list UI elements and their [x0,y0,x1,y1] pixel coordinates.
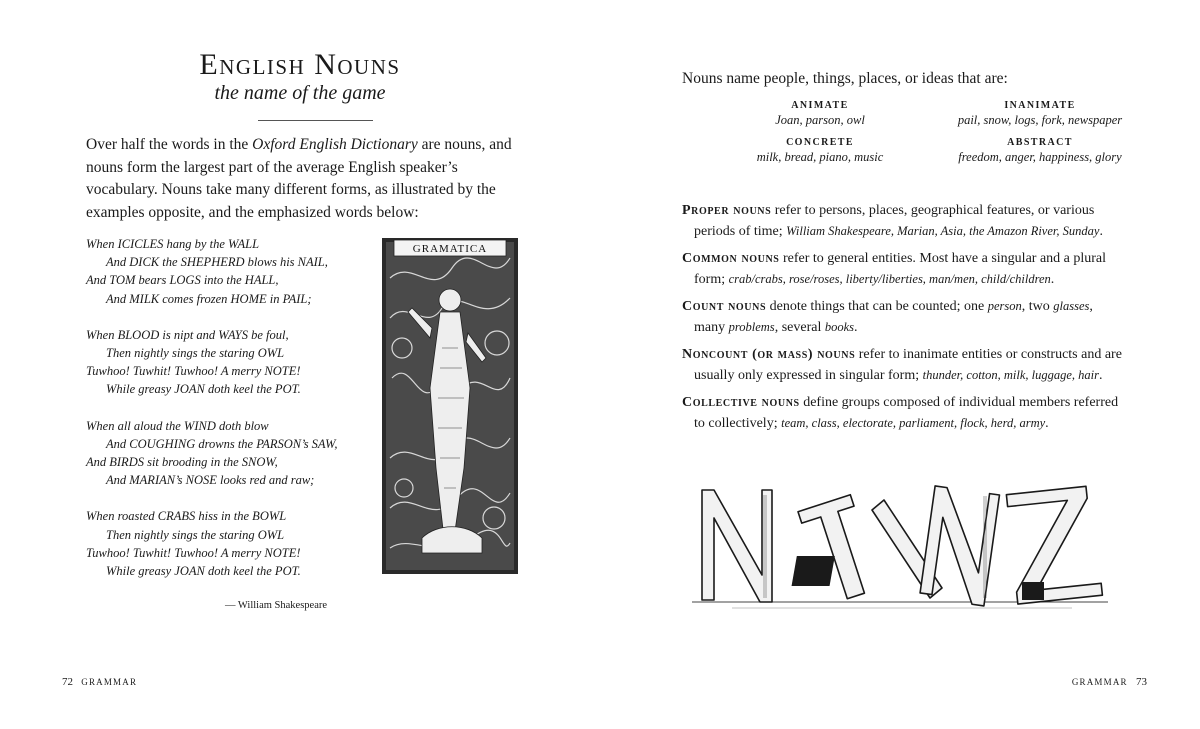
definition-examples: thunder, cotton, milk, luggage, hair [922,368,1100,382]
running-head: GRAMMAR [81,677,138,687]
poem-line: Tuwhoo! Tuwhit! Tuwhoo! A merry NOTE! [86,545,301,560]
definition-end: . [854,320,858,335]
right-page [600,0,1200,729]
poem-line: When ICICLES hang by the WALL [86,237,260,251]
definition-end: . [1099,368,1103,383]
definition-term: Count nouns [682,299,767,314]
definition-text: define groups composed of individual members referred to collectively; [694,395,1119,431]
folio-right [1072,676,1147,688]
noun-type-examples: milk, bread, piano, music [756,150,884,164]
poem-line: And COUGHING drowns the PARSON’s SAW, [106,436,338,451]
poem-line: When BLOOD is nipt and WAYS be foul, [86,327,289,342]
poem-line: While greasy JOAN doth keel the POT. [106,382,301,397]
noun-type-heading: INANIMATE [1004,100,1076,111]
intro-paragraph [86,134,526,224]
definition-noncount-nouns [682,344,1122,386]
noun-type-cell [710,137,930,165]
poem-line: When roasted CRABS hiss in the BOWL [86,509,287,524]
running-head: GRAMMAR [1071,677,1128,687]
definitions-list [682,200,1122,440]
poem-line: And MILK comes frozen HOME in PAIL; [106,291,312,306]
definition-examples: books [824,320,855,334]
noun-type-heading: CONCRETE [786,137,854,148]
definition-examples: glasses [1053,299,1090,313]
definition-term: Collective nouns [682,395,800,410]
definition-text: refer to inanimate entities or constructs and are usually only expressed in singular form; [694,347,1122,383]
noun-type-examples: Joan, parson, owl [775,113,865,127]
poem-line: While greasy JOAN doth keel the POT. [106,564,301,579]
noun-type-heading: ABSTRACT [1007,137,1073,148]
page-number: 73 [1136,676,1147,688]
definition-examples: problems [728,320,775,334]
poem-line: Then nightly sings the staring OWL [106,346,285,361]
definition-term: Common nouns [682,251,780,266]
definition-term: Noncount (or mass) nouns [682,347,856,362]
definition-end: . [1050,272,1055,287]
title-rule [258,120,373,121]
definition-common-nouns [682,248,1122,290]
definition-term: Proper nouns [682,203,772,218]
page-number: 72 [62,676,73,688]
definition-text: , several [774,320,825,335]
gramatica-engraving-illustration [382,238,518,574]
definition-end: . [1045,416,1049,431]
poem-stanza [86,235,376,308]
noun-type-examples: pail, snow, logs, fork, newspaper [957,113,1123,127]
noun-type-cell [710,100,930,128]
page-title: English Nouns [199,48,401,81]
definition-text: denote things that can be counted; one [766,299,988,314]
definition-proper-nouns [682,200,1122,242]
engraving-caption: GRAMATICA [412,243,488,255]
lead-sentence: Nouns name people, things, places, or ideas that are: [682,70,1008,87]
definition-text: , many [694,299,1093,335]
noun-type-cell [930,100,1150,128]
intro-text-2: are nouns, and nouns form the largest part of the average English speaker’s vocabulary. Nouns take many different forms, as illustrated by the examples opposite, and the emphasized words below: [86,136,512,221]
poem [86,235,376,598]
definition-examples: team, class, electorate, parliament, flock, herd, army [781,416,1046,430]
poem-stanza [86,507,376,580]
poem-stanza [86,417,376,490]
definition-collective-nouns [682,392,1122,434]
poem-line: And TOM bears LOGS into the HALL, [86,273,279,288]
poem-line: Then nightly sings the staring OWL [106,527,285,542]
definition-text: , two [1021,299,1054,314]
definition-end: . [1099,224,1103,239]
poem-attribution: — William Shakespeare [225,600,328,611]
intro-text-1: Over half the words in the [86,136,253,153]
noun-types-grid [710,100,1150,165]
definition-text: refer to persons, places, geographical features, or various periods of time; [694,203,1095,239]
noun-type-examples: freedom, anger, happiness, glory [958,150,1122,164]
noun-type-cell [930,137,1150,165]
definition-examples: William Shakespeare, Marian, Asia, the Amazon River, Sunday [786,224,1100,238]
page-subtitle: the name of the game [214,82,386,104]
noun-type-heading: ANIMATE [791,100,849,111]
poem-line: And MARIAN’s NOSE looks red and raw; [106,473,315,488]
poem-line: And DICK the SHEPHERD blows his NAIL, [106,255,328,270]
definition-text: refer to general entities. Most have a singular and a plural form; [694,251,1107,287]
intro-italic: Oxford English Dictionary [252,136,418,153]
definition-count-nouns [682,296,1122,338]
engraved-letters-illustration [692,470,1108,620]
definition-examples: person [987,299,1022,313]
folio-left [62,676,137,688]
poem-line: Tuwhoo! Tuwhit! Tuwhoo! A merry NOTE! [86,364,301,379]
definition-examples: crab/crabs, rose/roses, liberty/liberties, man/men, child/children [728,272,1051,286]
poem-stanza [86,326,376,399]
poem-line: When all aloud the WIND doth blow [86,418,269,433]
poem-line: And BIRDS sit brooding in the SNOW, [86,455,278,470]
